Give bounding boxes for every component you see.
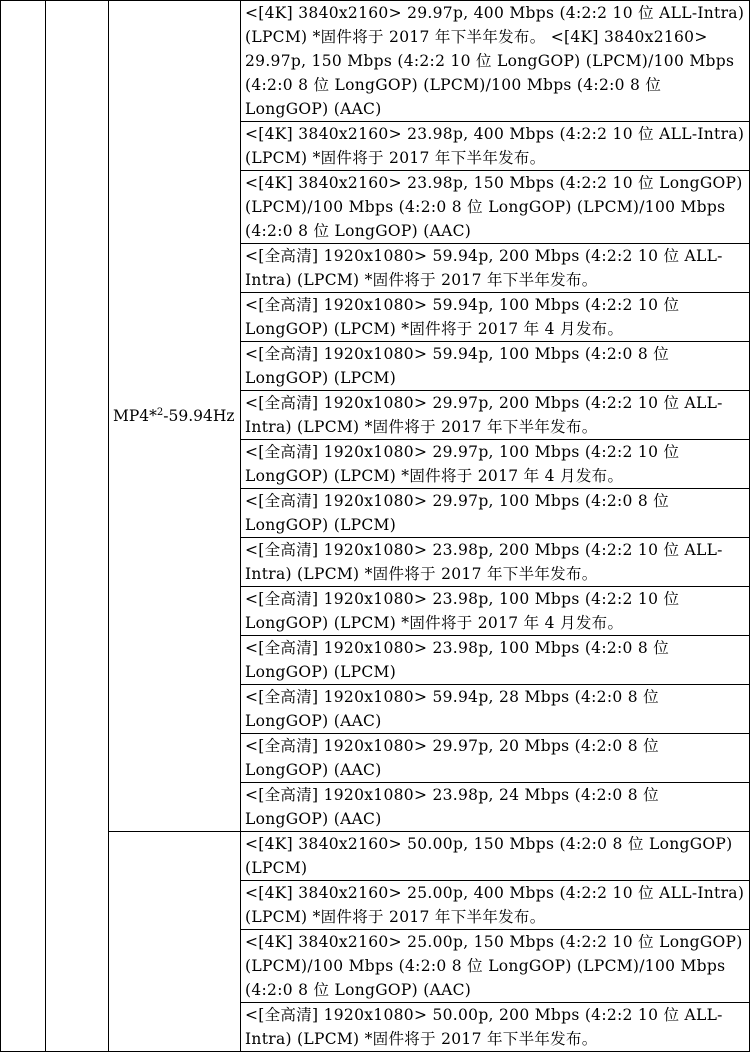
format-spec-cell: <[全高清] 1920x1080> 29.97p, 100 Mbps (4:2:0 8 位 LongGOP) (LPCM) [241, 489, 750, 538]
format-spec-cell: <[4K] 3840x2160> 23.98p, 150 Mbps (4:2:2 10 位 LongGOP) (LPCM)/100 Mbps (4:2:0 8 位 LongGOP) (LPCM)/100 Mbps (4:2:0 8 位 LongGOP) (AAC) [241, 171, 750, 244]
footnote-marker: 2 [156, 406, 164, 418]
format-spec-cell: <[4K] 3840x2160> 25.00p, 150 Mbps (4:2:2 10 位 LongGOP) (LPCM)/100 Mbps (4:2:0 8 位 LongGOP) (LPCM)/100 Mbps (4:2:0 8 位 LongGOP) (AAC) [241, 930, 750, 1003]
format-spec-cell: <[全高清] 1920x1080> 23.98p, 100 Mbps (4:2:0 8 位 LongGOP) (LPCM) [241, 636, 750, 685]
format-spec-cell: <[4K] 3840x2160> 23.98p, 400 Mbps (4:2:2 10 位 ALL-Intra) (LPCM) *固件将于 2017 年下半年发布。 [241, 122, 750, 171]
table-row [1, 1, 750, 122]
format-spec-cell: <[全高清] 1920x1080> 59.94p, 100 Mbps (4:2:2 10 位 LongGOP) (LPCM) *固件将于 2017 年 4 月发布。 [241, 293, 750, 342]
format-spec-cell: <[全高清] 1920x1080> 23.98p, 200 Mbps (4:2:2 10 位 ALL-Intra) (LPCM) *固件将于 2017 年下半年发布。 [241, 538, 750, 587]
format-spec-cell: <[全高清] 1920x1080> 50.00p, 200 Mbps (4:2:2 10 位 ALL-Intra) (LPCM) *固件将于 2017 年下半年发布。 [241, 1003, 750, 1052]
format-spec-cell: <[全高清] 1920x1080> 29.97p, 20 Mbps (4:2:0 8 位 LongGOP) (AAC) [241, 734, 750, 783]
format-spec-cell: <[全高清] 1920x1080> 29.97p, 100 Mbps (4:2:2 10 位 LongGOP) (LPCM) *固件将于 2017 年 4 月发布。 [241, 440, 750, 489]
format-spec-cell: <[全高清] 1920x1080> 59.94p, 100 Mbps (4:2:0 8 位 LongGOP) (LPCM) [241, 342, 750, 391]
format-spec-cell: <[全高清] 1920x1080> 23.98p, 100 Mbps (4:2:2 10 位 LongGOP) (LPCM) *固件将于 2017 年 4 月发布。 [241, 587, 750, 636]
empty-column-cell [1, 1, 46, 1052]
format-label-59-94hz: MP4*$^2$-59.94Hz [109, 1, 241, 832]
format-spec-cell: <[4K] 3840x2160> 25.00p, 400 Mbps (4:2:2 10 位 ALL-Intra) (LPCM) *固件将于 2017 年下半年发布。 [241, 881, 750, 930]
empty-column-cell [46, 1, 109, 1052]
format-label-50hz [109, 832, 241, 1052]
format-spec-cell: <[全高清] 1920x1080> 23.98p, 24 Mbps (4:2:0 8 位 LongGOP) (AAC) [241, 783, 750, 832]
format-spec-cell: <[4K] 3840x2160> 29.97p, 400 Mbps (4:2:2 10 位 ALL-Intra) (LPCM) *固件将于 2017 年下半年发布。 <[4K] 3840x2160> 29.97p, 150 Mbps (4:2:2 10 位 LongGOP) (LPCM)/100 Mbps (4:2:0 8 位 LongGOP) (LPCM)/100 Mbps (4:2:0 8 位 LongGOP) (AAC) [241, 1, 750, 122]
table-row [1, 832, 750, 881]
format-spec-cell: <[4K] 3840x2160> 50.00p, 150 Mbps (4:2:0 8 位 LongGOP) (LPCM) [241, 832, 750, 881]
format-spec-cell: <[全高清] 1920x1080> 29.97p, 200 Mbps (4:2:2 10 位 ALL-Intra) (LPCM) *固件将于 2017 年下半年发布。 [241, 391, 750, 440]
format-spec-cell: <[全高清] 1920x1080> 59.94p, 28 Mbps (4:2:0 8 位 LongGOP) (AAC) [241, 685, 750, 734]
format-spec-cell: <[全高清] 1920x1080> 59.94p, 200 Mbps (4:2:2 10 位 ALL-Intra) (LPCM) *固件将于 2017 年下半年发布。 [241, 244, 750, 293]
